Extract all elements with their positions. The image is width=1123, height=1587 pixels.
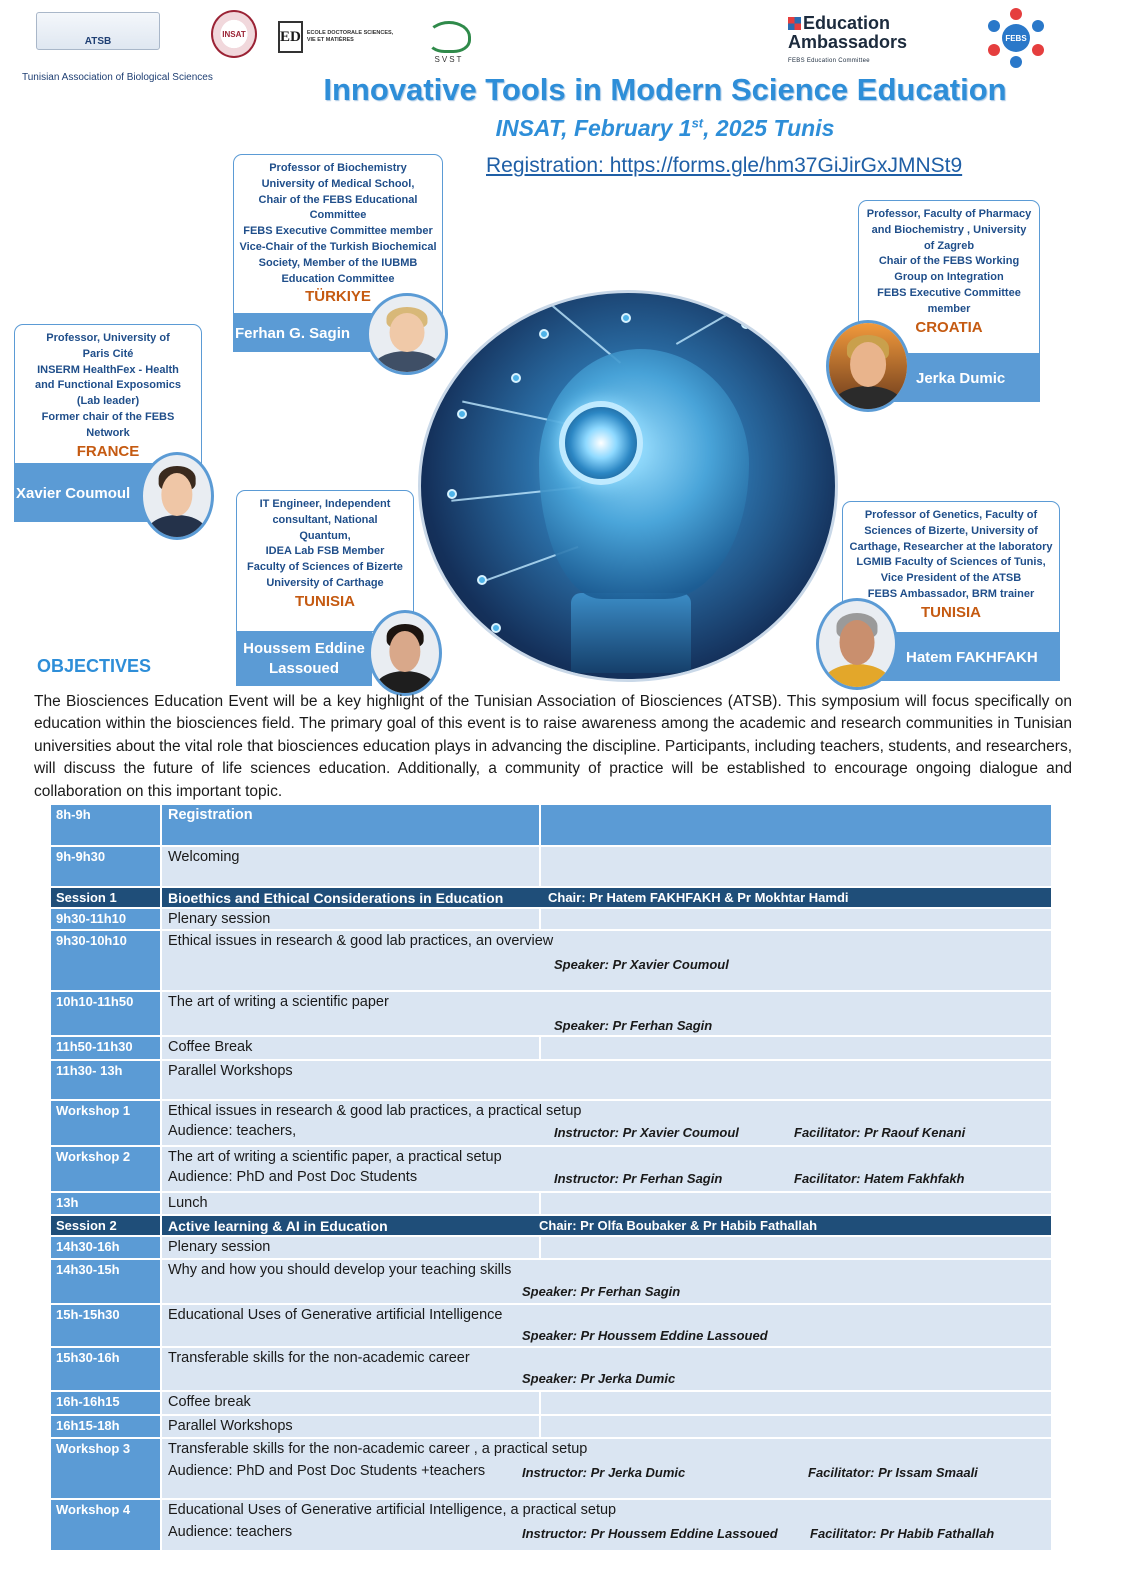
speaker-name-houssem xyxy=(236,632,372,686)
speaker-cell: Speaker: Pr Ferhan Sagin xyxy=(522,1284,681,1299)
activity-cell: The art of writing a scientific paper xyxy=(168,994,389,1010)
table-row xyxy=(51,1392,1051,1416)
time-cell: Session 1 xyxy=(51,888,160,907)
program-table xyxy=(51,805,1051,1552)
workshop-row xyxy=(51,1500,1051,1552)
session-title: Active learning & AI in Education xyxy=(168,1218,388,1234)
speaker-photo-hatem xyxy=(816,598,898,690)
session-title: Bioethics and Ethical Considerations in Education xyxy=(168,890,504,906)
objectives-text: The Biosciences Education Event will be a key highlight of the Tunisian Association of Biosciences (ATSB). This symposium will focus specifically on education within the biosciences field. The primary goal of this event is to raise awareness among the academic and research communities in Tunisian universities about the vital role that biosciences education plays in advancing the discipline. Participants, including teachers, students, and researchers, will discuss the future of life sciences education. Additionally, a community of practice will be established to encourage ongoing dialogue and collaboration on this important topic. xyxy=(34,693,1072,800)
speaker-bio: IT Engineer, Independent consultant, National Quantum, IDEA Lab FSB Member Faculty of Sciences of Bizerte University of Carthage xyxy=(247,498,403,589)
febs-dot-icon xyxy=(988,20,1000,32)
febs-dot-icon xyxy=(1032,44,1044,56)
svst-logo-text: SVST xyxy=(434,55,464,64)
speaker-country: CROATIA xyxy=(915,318,983,336)
atsb-caption: Tunisian Association of Biological Sciences xyxy=(22,72,213,83)
speaker-cell: Speaker: Pr Houssem Eddine Lassoued xyxy=(522,1328,768,1343)
speaker-name-ferhan: Ferhan G. Sagin xyxy=(233,314,413,352)
instructor-cell: Instructor: Pr Houssem Eddine Lassoued xyxy=(522,1526,778,1541)
activity-cell: Plenary session xyxy=(168,1239,271,1255)
subtitle-sup: st xyxy=(691,115,704,131)
education-grid-icon xyxy=(788,17,801,30)
doctoral-school-text: ECOLE DOCTORALE SCIENCES, VIE ET MATIÈRES xyxy=(306,30,394,43)
speaker-card-xavier xyxy=(14,324,202,464)
table-row xyxy=(51,992,1051,1037)
education-ambassadors-line3: FEBS Education Committee xyxy=(788,58,870,64)
time-cell: 16h-16h15 xyxy=(51,1392,160,1414)
febs-logo xyxy=(986,8,1046,68)
session-chair: Chair: Pr Olfa Boubaker & Pr Habib Fathallah xyxy=(539,1218,818,1233)
time-cell: Workshop 3 xyxy=(51,1439,160,1498)
time-cell: 15h30-16h xyxy=(51,1348,160,1390)
table-row xyxy=(51,909,1051,931)
svst-swirl-icon xyxy=(427,21,471,53)
session-row xyxy=(51,1216,1051,1237)
table-row xyxy=(51,1237,1051,1260)
speaker-name-xavier: Xavier Coumoul xyxy=(14,464,164,522)
activity-cell: Transferable skills for the non-academic career xyxy=(168,1350,470,1366)
ai-head-illustration xyxy=(418,290,838,682)
speaker-photo-houssem xyxy=(368,610,442,696)
speaker-name-hatem: Hatem FAKHFAKH xyxy=(878,633,1060,681)
activity-cell: Plenary session xyxy=(168,911,271,927)
speaker-cell: Speaker: Pr Jerka Dumic xyxy=(522,1371,676,1386)
table-row xyxy=(51,931,1051,992)
audience-cell: Audience: teachers xyxy=(168,1524,293,1540)
speaker-photo-jerka xyxy=(826,320,910,412)
time-cell: Workshop 1 xyxy=(51,1101,160,1145)
instructor-cell: Instructor: Pr Xavier Coumoul xyxy=(554,1125,739,1140)
speaker-bio: Professor, University of Paris Cité INSERM HealthFex - Health and Functional Exposomics (Lab leader) Former chair of the FEBS Network xyxy=(34,332,182,439)
activity-cell: Educational Uses of Generative artificial Intelligence, a practical setup xyxy=(168,1502,617,1518)
svst-logo xyxy=(420,12,478,64)
activity-cell: Ethical issues in research & good lab practices, a practical setup xyxy=(168,1103,582,1119)
time-cell: 9h-9h30 xyxy=(51,847,160,886)
page-title: Innovative Tools in Modern Science Education xyxy=(323,72,1007,107)
insat-logo-text: INSAT xyxy=(222,29,246,39)
time-cell: 10h10-11h50 xyxy=(51,992,160,1035)
activity-cell: The art of writing a scientific paper, a practical setup xyxy=(168,1149,502,1165)
activity-cell: Parallel Workshops xyxy=(168,1418,293,1434)
time-cell: 9h30-10h10 xyxy=(51,931,160,990)
subtitle-suffix: , 2025 Tunis xyxy=(703,115,835,141)
session-chair: Chair: Pr Hatem FAKHFAKH & Pr Mokhtar Hamdi xyxy=(548,890,849,905)
table-row xyxy=(51,1037,1051,1061)
speaker-country: TÜRKIYE xyxy=(305,288,371,306)
audience-cell: Audience: teachers, xyxy=(168,1123,297,1139)
time-cell: 14h30-15h xyxy=(51,1260,160,1303)
table-row xyxy=(51,1416,1051,1439)
activity-cell: Ethical issues in research & good lab practices, an overview xyxy=(168,933,554,949)
time-cell: Workshop 2 xyxy=(51,1147,160,1191)
audience-cell: Audience: PhD and Post Doc Students +teachers xyxy=(168,1463,486,1479)
facilitator-cell: Facilitator: Pr Habib Fathallah xyxy=(810,1526,995,1541)
facilitator-cell: Facilitator: Pr Raouf Kenani xyxy=(794,1125,966,1140)
time-cell: 14h30-16h xyxy=(51,1237,160,1258)
facilitator-cell: Facilitator: Hatem Fakhfakh xyxy=(794,1171,965,1186)
workshop-row xyxy=(51,1439,1051,1500)
febs-dot-icon xyxy=(1010,56,1022,68)
febs-dot-icon xyxy=(1010,8,1022,20)
atsb-logo xyxy=(36,12,160,50)
speaker-bio: Professor, Faculty of Pharmacy and Biochemistry , University of Zagreb Chair of the FEBS Working Group on Integration FEBS Executive Committee member xyxy=(866,208,1032,315)
time-cell: 13h xyxy=(51,1193,160,1214)
audience-cell: Audience: PhD and Post Doc Students xyxy=(168,1169,418,1185)
time-cell: Session 2 xyxy=(51,1216,160,1235)
speaker-bio: Professor of Biochemistry University of Medical School, Chair of the FEBS Educational Committee FEBS Executive Committee member Vice-Chair of the Turkish Biochemical Society, Member of the IUBMB Education Committee xyxy=(239,162,437,285)
insat-logo xyxy=(211,10,257,58)
speaker-name-jerka: Jerka Dumic xyxy=(878,354,1040,402)
circuit-eye-icon xyxy=(559,401,643,485)
speaker-country: FRANCE xyxy=(76,442,140,460)
time-cell: 11h50-11h30 xyxy=(51,1037,160,1059)
table-row xyxy=(51,847,1051,888)
speaker-name-line1: Houssem Eddine xyxy=(243,640,365,657)
workshop-row xyxy=(51,1101,1051,1147)
activity-cell: Educational Uses of Generative artificial Intelligence xyxy=(168,1307,503,1323)
registration-link[interactable]: Registration: https://forms.gle/hm37GiJirGxJMNSt9 xyxy=(486,154,963,177)
speaker-name-line2: Lassoued xyxy=(268,660,340,677)
education-ambassadors-line2: Ambassadors xyxy=(788,32,908,52)
speaker-cell: Speaker: Pr Xavier Coumoul xyxy=(554,957,729,972)
speaker-country: TUNISIA xyxy=(295,592,355,610)
education-ambassadors-logo xyxy=(788,13,908,71)
time-cell: 16h15-18h xyxy=(51,1416,160,1437)
activity-cell: Lunch xyxy=(168,1195,208,1211)
facilitator-cell: Facilitator: Pr Issam Smaali xyxy=(808,1465,978,1480)
time-cell: 9h30-11h10 xyxy=(51,909,160,929)
time-cell: 11h30- 13h xyxy=(51,1061,160,1099)
speaker-cell: Speaker: Pr Ferhan Sagin xyxy=(554,1018,713,1033)
febs-dot-icon xyxy=(1032,20,1044,32)
time-cell: 15h-15h30 xyxy=(51,1305,160,1346)
session-row xyxy=(51,888,1051,909)
activity-cell: Coffee break xyxy=(168,1394,251,1410)
speaker-photo-ferhan xyxy=(366,293,448,375)
activity-cell: Welcoming xyxy=(168,849,240,865)
activity-cell: Transferable skills for the non-academic career , a practical setup xyxy=(168,1441,588,1457)
table-row xyxy=(51,805,1051,847)
activity-cell: Parallel Workshops xyxy=(168,1063,293,1079)
instructor-cell: Instructor: Pr Ferhan Sagin xyxy=(554,1171,723,1186)
time-cell: Workshop 4 xyxy=(51,1500,160,1550)
activity-cell: Coffee Break xyxy=(168,1039,253,1055)
table-row xyxy=(51,1061,1051,1101)
subtitle-prefix: INSAT, February 1 xyxy=(495,115,692,141)
instructor-cell: Instructor: Pr Jerka Dumic xyxy=(522,1465,686,1480)
objectives-heading: OBJECTIVES xyxy=(37,656,152,676)
speaker-photo-xavier xyxy=(140,452,214,540)
febs-dot-icon xyxy=(988,44,1000,56)
speaker-bio: Professor of Genetics, Faculty of Sciences of Bizerte, University of Carthage, Researcher at the laboratory LGMIB Faculty of Sciences of Tunis, Vice President of the ATSB FEBS Ambassador, BRM trainer xyxy=(849,509,1053,600)
speaker-card-houssem xyxy=(236,490,414,632)
activity-cell: Why and how you should develop your teaching skills xyxy=(168,1262,512,1278)
workshop-row xyxy=(51,1147,1051,1193)
activity-cell: Registration xyxy=(168,807,253,823)
doctoral-school-mark: ED xyxy=(278,21,303,53)
atsb-logo-text: ATSB xyxy=(84,36,112,47)
table-row xyxy=(51,1193,1051,1216)
table-row xyxy=(51,1260,1051,1305)
time-cell: 8h-9h xyxy=(51,805,160,845)
febs-logo-text: FEBS xyxy=(1002,24,1030,52)
speaker-country: TUNISIA xyxy=(921,603,981,621)
table-row xyxy=(51,1305,1051,1348)
education-ambassadors-line1: Education xyxy=(803,13,891,33)
event-subtitle xyxy=(300,115,1030,142)
doctoral-school-logo xyxy=(278,20,394,54)
speaker-card-ferhan xyxy=(233,154,443,314)
table-row xyxy=(51,1348,1051,1392)
